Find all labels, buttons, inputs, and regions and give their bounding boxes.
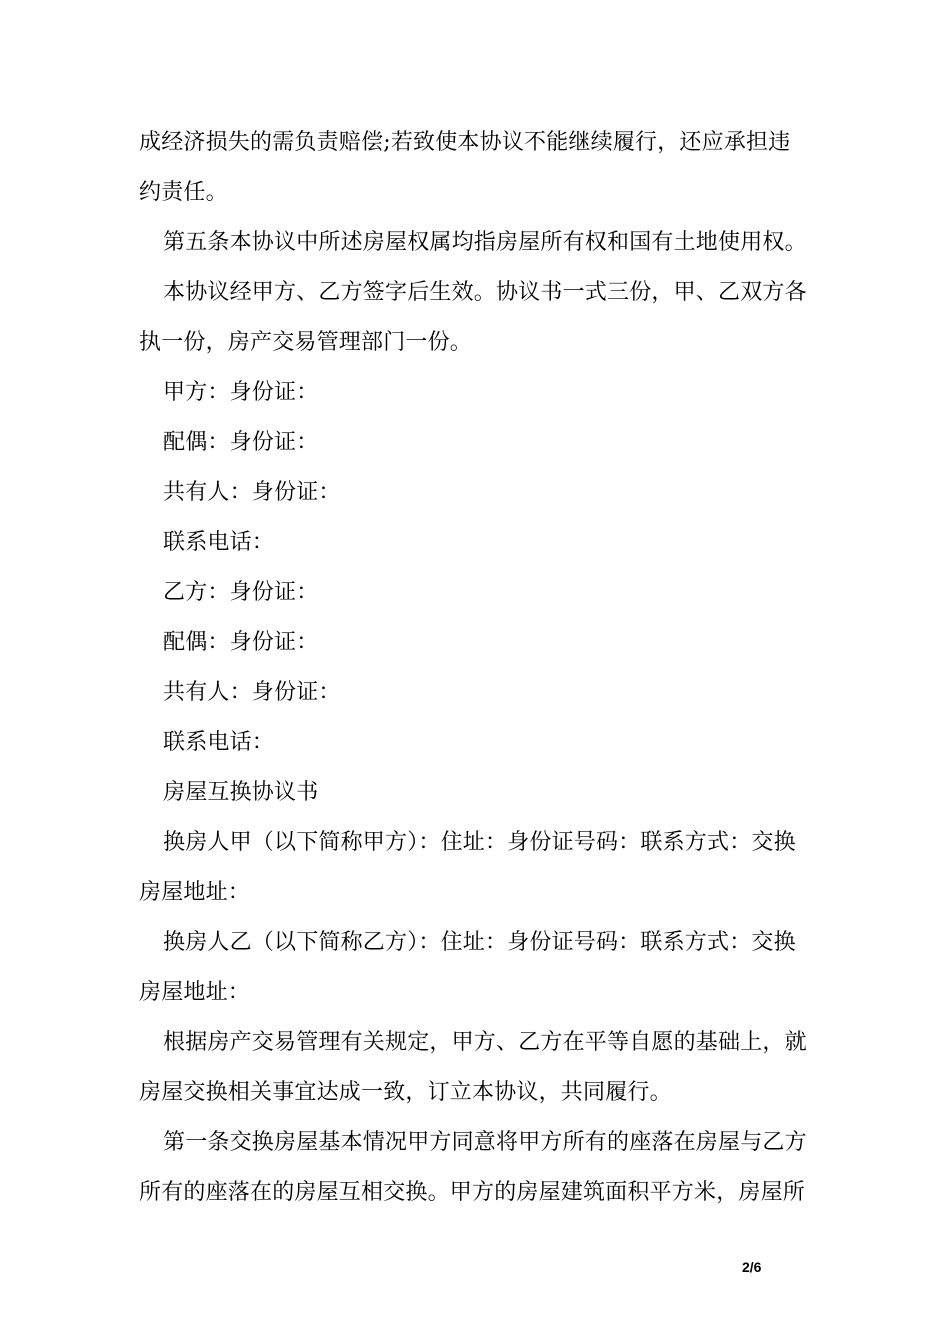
co-owner-line: 共有人：身份证： [163,680,341,705]
text-line: 约责任。 [139,180,228,205]
text-line: 根据房产交易管理有关规定，甲方、乙方在平等自愿的基础上，就 [163,1030,807,1055]
text-line: 执一份，房产交易管理部门一份。 [139,330,473,355]
text-line: 房屋地址： [139,880,251,905]
section-title: 房屋互换协议书 [163,780,319,805]
document-body [139,118,814,1218]
text-line: 第五条本协议中所述房屋权属均指房屋所有权和国有土地使用权。 [163,230,807,255]
phone-line: 联系电话： [163,730,275,755]
text-line: 房屋地址： [139,980,251,1005]
party-a-line: 甲方：身份证： [163,380,319,405]
text-line: 换房人甲（以下简称甲方）：住址：身份证号码：联系方式：交换 [163,830,796,855]
text-line: 换房人乙（以下简称乙方）：住址：身份证号码：联系方式：交换 [163,930,796,955]
text-line: 所有的座落在的房屋互相交换。甲方的房屋建筑面积平方米，房屋所 [139,1180,806,1205]
spouse-line: 配偶：身份证： [163,430,319,455]
party-b-line: 乙方：身份证： [163,580,319,605]
page-number: 2/6 [742,1259,762,1275]
text-line: 成经济损失的需负责赔偿;若致使本协议不能继续履行，还应承担违 [139,130,791,155]
text-line: 房屋交换相关事宜达成一致，订立本协议，共同履行。 [139,1080,672,1105]
text-line: 本协议经甲方、乙方签字后生效。协议书一式三份，甲、乙双方各 [163,280,807,305]
co-owner-line: 共有人：身份证： [163,480,341,505]
phone-line: 联系电话： [163,530,275,555]
text-line: 第一条交换房屋基本情况甲方同意将甲方所有的座落在房屋与乙方 [163,1130,807,1155]
spouse-line: 配偶：身份证： [163,630,319,655]
